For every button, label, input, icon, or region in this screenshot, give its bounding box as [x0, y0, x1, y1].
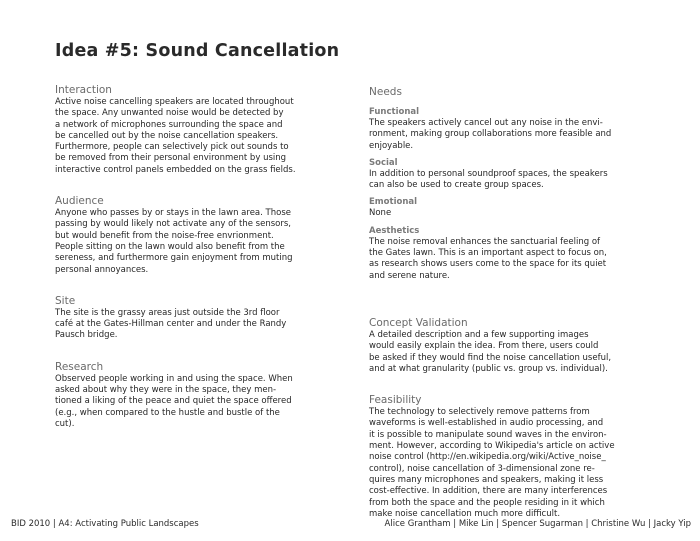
research-body	[55, 374, 317, 430]
text-line: be cancelled out by the noise cancellation speakers.	[55, 130, 279, 141]
emotional-body	[369, 208, 637, 219]
interaction-section	[55, 84, 317, 176]
text-line: The noise removal enhances the sanctuarial feeling of	[369, 236, 601, 247]
research-heading: Research	[55, 360, 104, 373]
text-line: but would benefit from the noise-free envrionment.	[55, 230, 274, 241]
text-line: sereness, and furthermore gain enjoyment from muting	[55, 253, 293, 264]
site-body	[55, 308, 317, 342]
text-line: The speakers actively cancel out any noise in the envi-	[369, 118, 603, 128]
text-line: In addition to personal soundproof spaces, the speakers	[369, 168, 608, 179]
text-line: control), noise cancellation of 3-dimensional zone re-	[369, 463, 595, 474]
social-subsection	[369, 158, 637, 192]
text-line: enjoyable.	[369, 140, 414, 151]
text-line: cut).	[55, 418, 75, 429]
text-line: can also be used to create group spaces.	[369, 180, 544, 191]
social-heading: Social	[369, 157, 398, 168]
text-line: tioned a liking of the peace and quiet the space offered	[55, 396, 292, 407]
text-line: it is possible to manipulate sound waves in the environ-	[369, 429, 607, 440]
text-line: make noise cancellation much more difficult.	[369, 508, 561, 519]
text-line: personal annoyances.	[55, 264, 149, 275]
text-line: would easily explain the idea. From there, users could	[369, 341, 599, 352]
text-line: be removed from their personal environment by using	[55, 153, 287, 164]
text-line: be asked if they would find the noise cancellation useful,	[369, 352, 612, 363]
text-line: Observed people working in and using the space. When	[55, 373, 293, 384]
concept-validation-body	[369, 330, 637, 375]
text-line: Furthermore, people can selectively pick out sounds to	[55, 142, 289, 153]
text-line: asked about why they were in the space, they men-	[55, 385, 277, 396]
emotional-subsection	[369, 197, 637, 219]
text-line: the space. Any unwanted noise would be detected by	[55, 108, 284, 119]
functional-heading: Functional	[369, 107, 420, 117]
concept-validation-section	[369, 317, 637, 375]
text-line: a network of microphones surrounding the space and	[55, 119, 283, 130]
text-line: Pausch bridge.	[55, 330, 118, 341]
text-line: quires many microphones and speakers, making it less	[369, 474, 604, 485]
text-line: Anyone who passes by or stays in the lawn area. Those	[55, 208, 291, 219]
audience-heading: Audience	[55, 195, 104, 208]
needs-heading: Needs	[369, 86, 402, 98]
text-line: A detailed description and a few supporting images	[369, 329, 589, 340]
text-line: interactive control panels embedded on the grass fields.	[55, 164, 296, 175]
text-line: (e.g., when compared to the hustle and bustle of the	[55, 407, 280, 418]
text-line: People sitting on the lawn would also benefit from the	[55, 241, 285, 252]
needs-section	[369, 86, 637, 282]
text-line: as research shows users come to the space for its quiet	[369, 259, 607, 270]
text-line: cost-effective. In addition, there are many interferences	[369, 486, 608, 497]
footer-authors: Alice Grantham | Mike Lin | Spencer Sugarman | Christine Wu | Jacky Yip	[384, 519, 691, 529]
feasibility-body	[369, 407, 637, 520]
research-section	[55, 361, 317, 430]
page-title: Idea #5: Sound Cancellation	[55, 41, 340, 61]
site-section	[55, 295, 317, 342]
text-line: The technology to selectively remove patterns from	[369, 407, 590, 418]
text-line: noise control (http://en.wikipedia.org/wiki/Active_noise_	[369, 452, 606, 463]
text-line: café at the Gates-Hillman center and under the Randy	[55, 319, 287, 330]
text-line: The site is the grassy areas just outside the 3rd floor	[55, 307, 280, 318]
functional-subsection	[369, 107, 637, 152]
aesthetics-subsection	[369, 226, 637, 282]
audience-section	[55, 195, 317, 276]
text-line: the Gates lawn. This is an important aspect to focus on,	[369, 248, 607, 259]
concept-validation-heading: Concept Validation	[369, 316, 468, 329]
interaction-body	[55, 97, 317, 176]
text-line: ronment, making group collaborations more feasible and	[369, 129, 612, 140]
aesthetics-body	[369, 237, 637, 282]
social-body	[369, 169, 637, 192]
text-line: Active noise cancelling speakers are located throughout	[55, 97, 294, 107]
text-line: and serene nature.	[369, 270, 450, 281]
emotional-heading: Emotional	[369, 197, 418, 208]
audience-body	[55, 208, 317, 276]
footer-course: BID 2010 | A4: Activating Public Landscapes	[11, 519, 199, 529]
text-line: ment. However, according to Wikipedia's article on active	[369, 441, 615, 452]
left-column	[55, 84, 317, 430]
site-heading: Site	[55, 294, 76, 307]
functional-body	[369, 118, 637, 152]
interaction-heading: Interaction	[55, 84, 112, 96]
text-line: waveforms is well-established in audio processing, and	[369, 418, 604, 429]
right-column	[369, 86, 637, 520]
aesthetics-heading: Aesthetics	[369, 225, 420, 236]
text-line: passing by would likely not activate any of the sensors,	[55, 219, 291, 230]
text-line: None	[369, 208, 392, 219]
text-line: and at what granularity (public vs. group vs. individual).	[369, 363, 608, 374]
feasibility-heading: Feasibility	[369, 394, 422, 407]
text-line: from both the space and the people residing in it which	[369, 497, 605, 508]
feasibility-section	[369, 394, 637, 520]
